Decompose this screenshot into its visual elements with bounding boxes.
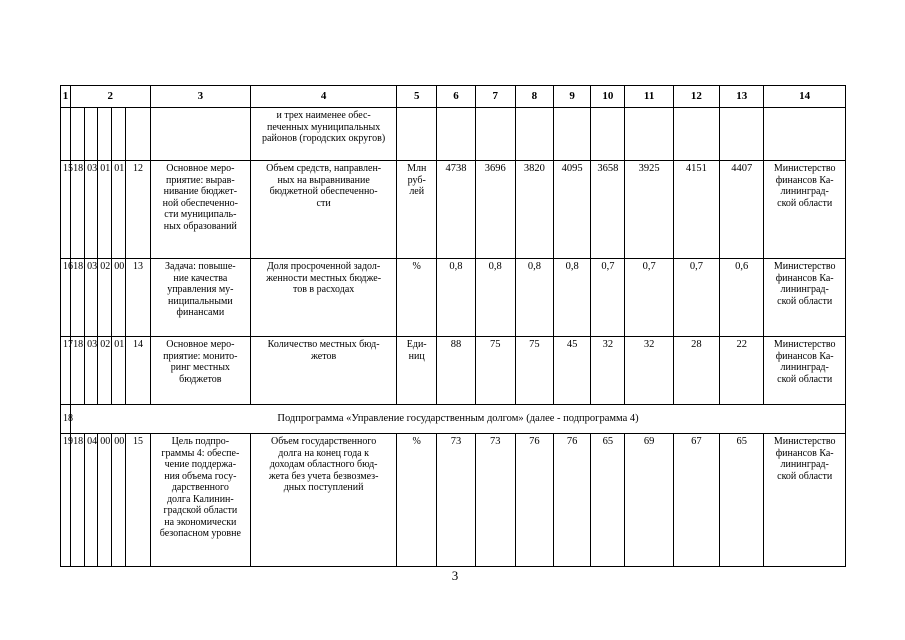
continuation-row	[61, 108, 846, 161]
header-cell: 9	[554, 86, 591, 108]
row-number: 15	[61, 161, 71, 259]
header-cell: 4	[251, 86, 397, 108]
executor: Министерство финансов Ка- лининград- ской области	[764, 337, 846, 405]
value-cell: 73	[475, 434, 515, 567]
header-cell: 1	[61, 86, 71, 108]
table-row	[61, 434, 846, 567]
value-cell: 0,7	[625, 259, 673, 337]
value-cell: 76	[515, 434, 553, 567]
header-row	[61, 86, 846, 108]
value-cell: 28	[673, 337, 719, 405]
value-cell: 0,7	[591, 259, 625, 337]
indicator-name: Доля просроченной задол- женности местных бюдже- тов в расходах	[251, 259, 397, 337]
indicator-name: Объем средств, направлен- ных на выравнивание бюджетной обеспеченно- сти	[251, 161, 397, 259]
value-cell: 0,6	[720, 259, 764, 337]
value-cell: 76	[554, 434, 591, 567]
value-cell: 22	[720, 337, 764, 405]
value-cell: 0,8	[475, 259, 515, 337]
code-cell: 18	[71, 161, 85, 259]
code-cell: 00	[112, 434, 126, 567]
row-number: 19	[61, 434, 71, 567]
header-cell: 8	[515, 86, 553, 108]
section-row	[61, 405, 846, 434]
value-cell: 73	[437, 434, 475, 567]
code-cell: 15	[126, 434, 150, 567]
code-cell: 12	[126, 161, 150, 259]
row-number: 16	[61, 259, 71, 337]
executor: Министерство финансов Ка- лининград- ской области	[764, 259, 846, 337]
value-cell: 4095	[554, 161, 591, 259]
value-cell: 75	[475, 337, 515, 405]
code-cell: 04	[85, 434, 98, 567]
indicator-name: Объем государственного долга на конец года к доходам областного бюд- жета без учета безвозмез- дных поступлений	[251, 434, 397, 567]
unit: %	[397, 434, 437, 567]
code-cell: 03	[85, 259, 98, 337]
code-cell: 13	[126, 259, 150, 337]
table-row	[61, 337, 846, 405]
executor: Министерство финансов Ка- лининград- ской области	[764, 434, 846, 567]
code-cell: 18	[71, 337, 85, 405]
header-cell: 12	[673, 86, 719, 108]
code-cell: 03	[85, 161, 98, 259]
value-cell: 65	[720, 434, 764, 567]
code-cell: 02	[98, 259, 112, 337]
value-cell: 3696	[475, 161, 515, 259]
header-cell: 7	[475, 86, 515, 108]
value-cell: 4407	[720, 161, 764, 259]
value-cell: 65	[591, 434, 625, 567]
program-name: Задача: повыше- ние качества управления му- ниципальными финансами	[150, 259, 251, 337]
indicator-name: Количество местных бюд- жетов	[251, 337, 397, 405]
header-cell: 13	[720, 86, 764, 108]
code-cell: 02	[98, 337, 112, 405]
value-cell: 3658	[591, 161, 625, 259]
value-cell: 3925	[625, 161, 673, 259]
header-cell: 3	[150, 86, 251, 108]
value-cell: 0,8	[554, 259, 591, 337]
value-cell: 0,7	[673, 259, 719, 337]
value-cell: 32	[591, 337, 625, 405]
header-cell: 10	[591, 86, 625, 108]
value-cell: 4738	[437, 161, 475, 259]
code-cell: 18	[71, 434, 85, 567]
program-name: Цель подпро- граммы 4: обеспе- чение поддержа- ния объема госу- дарственного долга Калинин- градской области на экономически безопасном уровне	[150, 434, 251, 567]
header-cell: 5	[397, 86, 437, 108]
table-row	[61, 259, 846, 337]
header-cell: 11	[625, 86, 673, 108]
header-cell: 14	[764, 86, 846, 108]
unit: %	[397, 259, 437, 337]
code-cell: 18	[71, 259, 85, 337]
value-cell: 88	[437, 337, 475, 405]
code-cell: 14	[126, 337, 150, 405]
row-number: 17	[61, 337, 71, 405]
value-cell: 3820	[515, 161, 553, 259]
table-row	[61, 161, 846, 259]
unit: Млн руб- лей	[397, 161, 437, 259]
subprogram-title: Подпрограмма «Управление государственным долгом» (далее - подпрограмма 4)	[71, 405, 846, 434]
value-cell: 75	[515, 337, 553, 405]
code-cell: 00	[98, 434, 112, 567]
value-cell: 67	[673, 434, 719, 567]
program-name: Основное меро- приятие: монито- ринг местных бюджетов	[150, 337, 251, 405]
data-table	[60, 85, 846, 567]
continuation-indicator: и трех наименее обес- печенных муниципальных районов (городских округов)	[251, 108, 397, 161]
code-cell: 01	[112, 161, 126, 259]
value-cell: 0,8	[515, 259, 553, 337]
code-cell: 01	[98, 161, 112, 259]
value-cell: 4151	[673, 161, 719, 259]
header-cell: 2	[71, 86, 150, 108]
code-cell: 03	[85, 337, 98, 405]
row-number: 18	[61, 405, 71, 434]
value-cell: 0,8	[437, 259, 475, 337]
page-number: 3	[451, 568, 459, 583]
value-cell: 45	[554, 337, 591, 405]
header-cell: 6	[437, 86, 475, 108]
code-cell: 01	[112, 337, 126, 405]
value-cell: 32	[625, 337, 673, 405]
unit: Еди- ниц	[397, 337, 437, 405]
value-cell: 69	[625, 434, 673, 567]
executor: Министерство финансов Ка- лининград- ской области	[764, 161, 846, 259]
program-name: Основное меро- приятие: вырав- нивание бюджет- ной обеспеченно- сти муниципаль- ных образований	[150, 161, 251, 259]
code-cell: 00	[112, 259, 126, 337]
